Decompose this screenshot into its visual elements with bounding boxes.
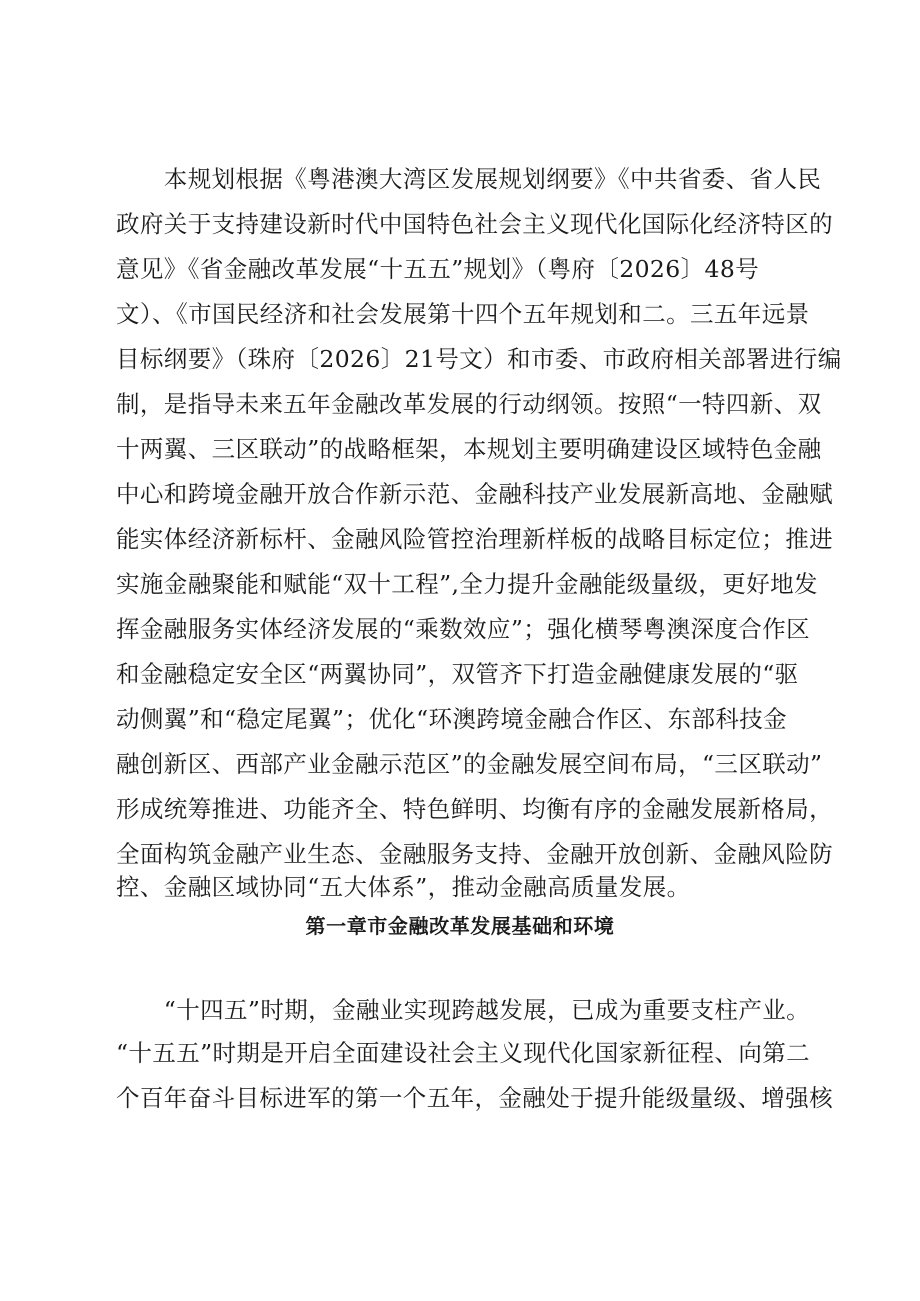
paragraph-1-line: 本规划根据《粤港澳大湾区发展规划纲要》《中共省委、省人民 bbox=[116, 165, 822, 193]
paragraph-1-line: 制，是指导未来五年金融改革发展的行动纲领。按照“一特四新、双 bbox=[116, 390, 822, 418]
paragraph-1-line: 和金融稳定安全区“两翼协同”，双管齐下打造金融健康发展的“驱 bbox=[116, 660, 799, 688]
paragraph-1-line: 控、金融区域协同“五大体系”，推动金融高质量发展。 bbox=[116, 873, 691, 901]
paragraph-2-line: “十四五”时期，金融业实现跨越发展，已成为重要支柱产业。 bbox=[116, 996, 811, 1024]
paragraph-1-line: 十两翼、三区联动”的战略框架，本规划主要明确建设区域特色金融 bbox=[116, 435, 822, 463]
paragraph-1-line: 目标纲要》（珠府〔2026〕21号文）和市委、市政府相关部署进行编 bbox=[116, 345, 842, 373]
paragraph-1-line: 动侧翼”和“稳定尾翼”；优化“环澳跨境金融合作区、东部科技金 bbox=[116, 705, 788, 733]
paragraph-1-line: 中心和跨境金融开放合作新示范、金融科技产业发展新高地、金融赋 bbox=[116, 480, 833, 508]
chapter-title: 第一章市金融改革发展基础和环境 bbox=[305, 914, 615, 938]
paragraph-1-line: 挥金融服务实体经济发展的“乘数效应”；强化横琴粤澳深度合作区 bbox=[116, 615, 811, 643]
paragraph-1-line: 融创新区、西部产业金融示范区”的金融发展空间布局，“三区联动” bbox=[116, 750, 823, 778]
paragraph-1-line: 能实体经济新标杆、金融风险管控治理新样板的战略目标定位；推进 bbox=[116, 525, 833, 553]
paragraph-1-line: 实施金融聚能和赋能“双十工程”,全力提升金融能级量级，更好地发 bbox=[116, 570, 818, 598]
paragraph-2-line: “十五五”时期是开启全面建设社会主义现代化国家新征程、向第二 bbox=[116, 1039, 811, 1067]
paragraph-1-line: 全面构筑金融产业生态、金融服务支持、金融开放创新、金融风险防 bbox=[116, 840, 833, 868]
paragraph-1-line: 文）、《市国民经济和社会发展第十四个五年规划和二。三五年远景 bbox=[116, 300, 810, 328]
paragraph-1-line: 政府关于支持建设新时代中国特色社会主义现代化国际化经济特区的 bbox=[116, 210, 833, 238]
paragraph-1-line: 形成统筹推进、功能齐全、特色鲜明、均衡有序的金融发展新格局， bbox=[116, 795, 833, 823]
paragraph-2-line: 个百年奋斗目标进军的第一个五年，金融处于提升能级量级、增强核 bbox=[116, 1084, 833, 1112]
paragraph-1-line: 意见》《省金融改革发展“十五五”规划》（粤府〔2026〕48号 bbox=[116, 255, 760, 283]
